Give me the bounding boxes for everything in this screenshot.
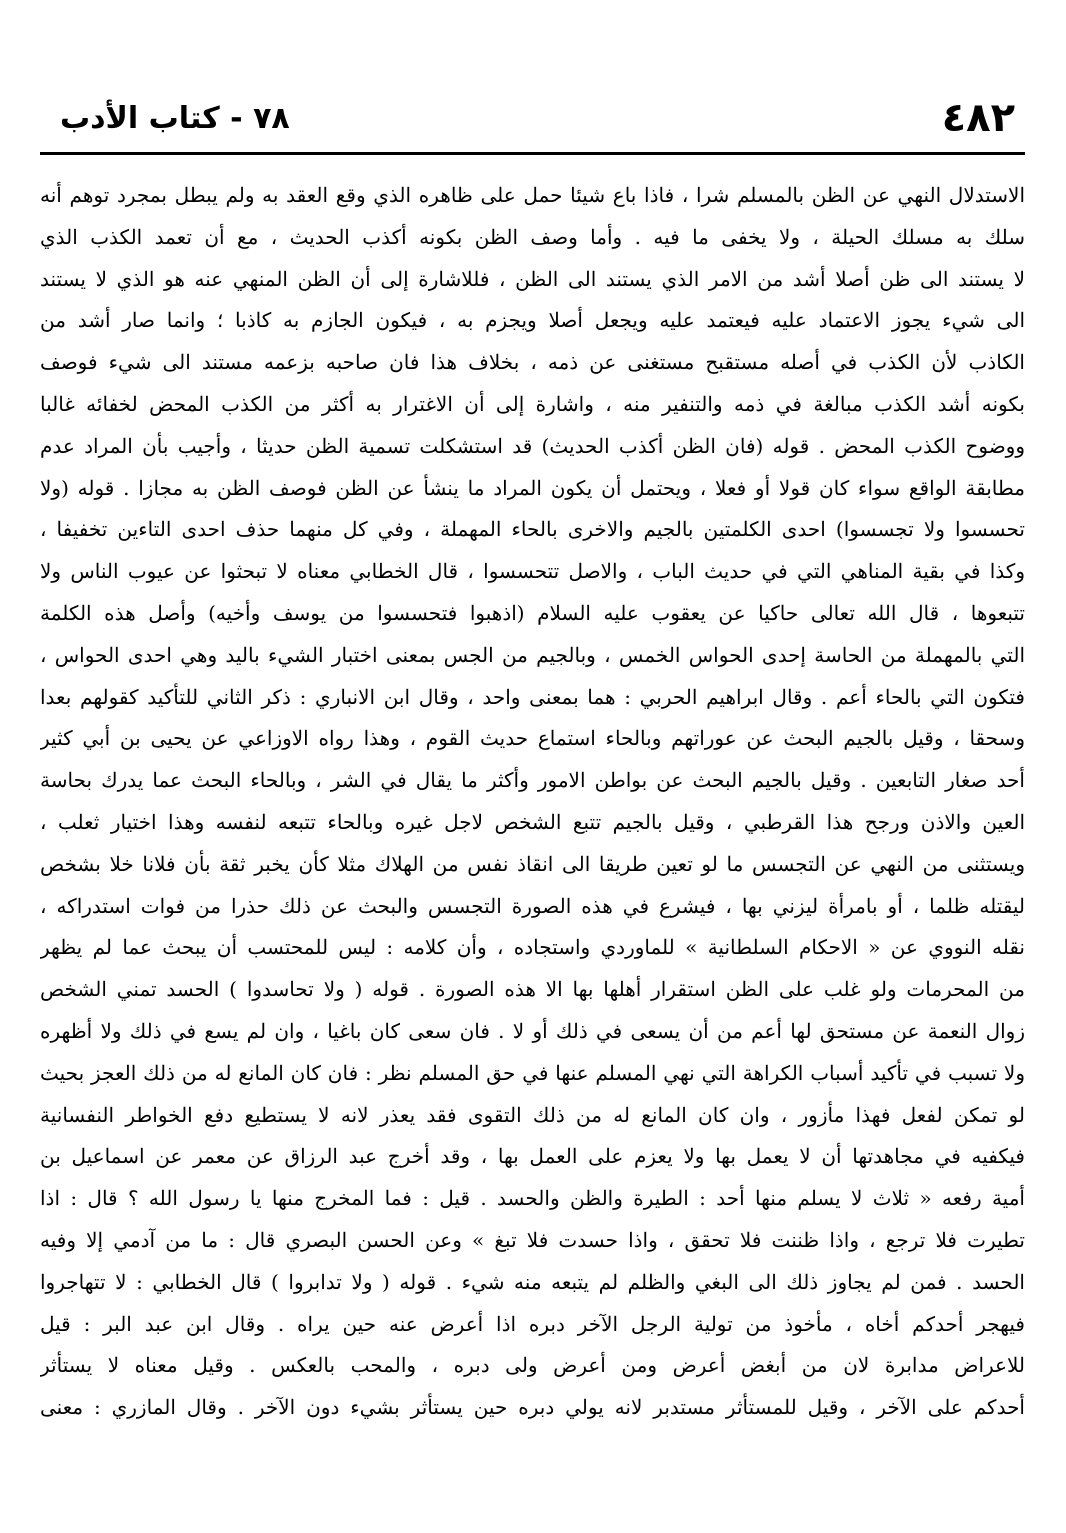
text-line: نقله النووي عن « الاحكام السلطانية » للماوردي واستجاده ، وأن كلامه : ليس للمحتسب أن يبحث عما لم يظهر [40, 935, 1025, 960]
text-line: فيكفيه في مجاهدتها أن لا يعمل بها ولا يعزم على العمل بها ، وقد أخرج عبد الرزاق عن معمر عن اسماعيل بن [40, 1144, 1025, 1169]
text-line: مطابقة الواقع سواء كان قولا أو فعلا ، ويحتمل أن يكون المراد ما ينشأ عن الظن فوصف الظن به مجازا . قوله (ولا [40, 475, 1025, 500]
page-number: ٤٨٢ [941, 95, 1015, 141]
text-line: أحدكم على الآخر ، وقيل للمستأثر مستدبر لانه يولي دبره حين يستأثر بشيء دون الآخر . وقال المازري : معنى [40, 1395, 1025, 1420]
text-line: أحد صغار التابعين . وقيل بالجيم البحث عن بواطن الامور وأكثر ما يقال في الشر ، وبالحاء البحث عما يدرك بحاسة [40, 768, 1025, 793]
text-line: فيهجر أحدكم أخاه ، مأخوذ من تولية الرجل الآخر دبره اذا أعرض عنه حين يراه . وقال ابن عبد البر : قيل [40, 1311, 1025, 1336]
text-line: تحسسوا ولا تجسسوا) احدى الكلمتين بالجيم والاخرى بالحاء المهملة ، وفي كل منهما حذف احدى التاءين تخفيفا ، [40, 517, 1025, 542]
text-line: للاعراض مدابرة لان من أبغض أعرض ومن أعرض ولى دبره ، والمحب بالعكس . وقيل معناه لا يستأثر [40, 1353, 1025, 1378]
text-line: تتبعوها ، قال الله تعالى حاكيا عن يعقوب عليه السلام (اذهبوا فتحسسوا من يوسف وأخيه) وأصل هذه الكلمة [40, 600, 1025, 625]
text-line: ووضوح الكذب المحض . قوله (فان الظن أكذب الحديث) قد استشكلت تسمية الظن حديثا ، وأجيب بأن المراد عدم [40, 433, 1025, 458]
text-line: وكذا في بقية المناهي التي في حديث الباب ، والاصل تتحسسوا ، قال الخطابي معناه لا تبحثوا عن عيوب الناس ولا [40, 559, 1025, 584]
text-line: الحسد . فمن لم يجاوز ذلك الى البغي والظلم لم يتبعه منه شيء . قوله ( ولا تدابروا ) قال الخطابي : لا تتهاجروا [40, 1269, 1025, 1294]
text-line: سلك به مسلك الحيلة ، ولا يخفى ما فيه . وأما وصف الظن بكونه أكذب الحديث ، مع أن تعمد الكذب الذي [40, 224, 1025, 249]
text-line: ولا تسبب في تأكيد أسباب الكراهة التي نهي المسلم عنها في حق المسلم نظر : فان كان المانع له من ذلك العجز بحيث [40, 1060, 1025, 1085]
text-line: أمية رفعه « ثلاث لا يسلم منها أحد : الطيرة والظن والحسد . قيل : فما المخرج منها يا رسول الله ؟ قال : اذا [40, 1186, 1025, 1211]
text-line: لا يستند الى ظن أصلا أشد من الامر الذي يستند الى الظن ، فللاشارة إلى أن الظن المنهي عنه هو الذي لا يستند [40, 266, 1025, 291]
text-line: العين والاذن ورجح هذا القرطبي ، وقيل بالجيم تتبع الشخص لاجل غيره وبالحاء تتبعه لنفسه وهذا اختيار ثعلب ، [40, 809, 1025, 834]
text-line: فتكون التي بالحاء أعم . وقال ابراهيم الحربي : هما بمعنى واحد ، وقال ابن الانباري : ذكر الثاني للتأكيد كقولهم بعدا [40, 684, 1025, 709]
text-line: من المحرمات ولو غلب على الظن استقرار أهلها بها الا هذه الصورة . قوله ( ولا تحاسدوا ) الحسد تمني الشخص [40, 977, 1025, 1002]
text-line: التي بالمهملة من الحاسة إحدى الحواس الخمس ، وبالجيم من الجس بمعنى اختبار الشيء باليد وهي احدى الحواس ، [40, 642, 1025, 667]
text-line: ليقتله ظلما ، أو بامرأة ليزني بها ، فيشرع في هذه الصورة التجسس والبحث عن ذلك حذرا من فوات استدراكه ، [40, 893, 1025, 918]
text-line: الكاذب لأن الكذب في أصله مستقبح مستغنى عن ذمه ، بخلاف هذا فان صاحبه بزعمه مستند الى شيء فوصف [40, 350, 1025, 375]
page-header [40, 88, 1025, 155]
text-line: ويستثنى من النهي عن التجسس ما لو تعين طريقا الى انقاذ نفس من الهلاك مثلا كأن يخبر ثقة بأن فلانا خلا بشخص [40, 851, 1025, 876]
text-line: لو تمكن لفعل فهذا مأزور ، وان كان المانع له من ذلك التقوى فقد يعذر لانه لا يستطيع دفع الخواطر النفسانية [40, 1102, 1025, 1127]
text-line: زوال النعمة عن مستحق لها أعم من أن يسعى في ذلك أو لا . فان سعى كان باغيا ، وان لم يسع في ذلك ولا أظهره [40, 1018, 1025, 1043]
body-text [40, 175, 1025, 1429]
text-line: الى شيء يجوز الاعتماد عليه فيعتمد عليه ويجعل أصلا ويجزم به ، فيكون الجازم به كاذبا ؛ وانما صار أشد من [40, 308, 1025, 333]
chapter-title: ٧٨ - كتاب الأدب [60, 101, 290, 136]
text-line: الاستدلال النهي عن الظن بالمسلم شرا ، فاذا باع شيئا حمل على ظاهره الذي وقع العقد به ولم يبطل بمجرد توهم أنه [40, 183, 1025, 207]
text-line: وسحقا ، وقيل بالجيم البحث عن عوراتهم وبالحاء استماع حديث القوم ، وهذا رواه الاوزاعي عن يحيى بن أبي كثير [40, 726, 1025, 751]
text-line: بكونه أشد الكذب مبالغة في ذمه والتنفير منه ، واشارة إلى أن الاغترار به أكثر من الكذب المحض لخفائه غالبا [40, 391, 1025, 416]
book-page [40, 88, 1025, 1488]
text-line: تطيرت فلا ترجع ، واذا ظننت فلا تحقق ، واذا حسدت فلا تبغ » وعن الحسن البصري قال : ما من آدمي إلا وفيه [40, 1227, 1025, 1252]
